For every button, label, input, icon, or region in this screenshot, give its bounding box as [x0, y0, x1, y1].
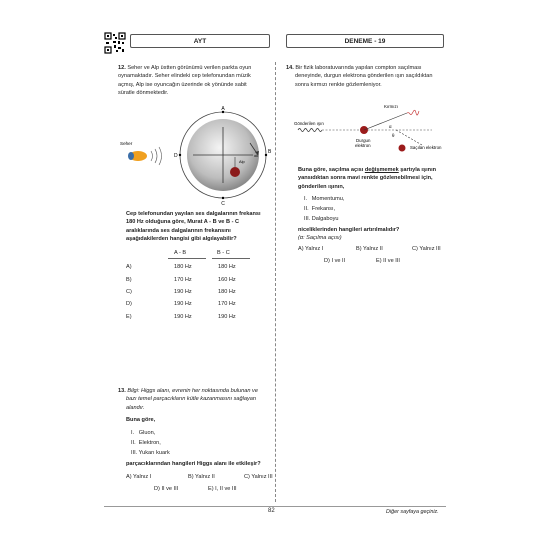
option-bc: 190 Hz: [218, 314, 236, 320]
q13-question: parçacıklarından hangileri Higgs alanı ile etkileşir?: [126, 461, 261, 467]
label-red: Kırmızı: [384, 104, 398, 109]
label-alp: Alp: [239, 159, 245, 164]
label-arrow: ok: [254, 153, 259, 158]
q12-intro-line: açmış, Alp ise oyuncağın üzerinde ok yönünde sabit: [118, 81, 247, 88]
option-ab: 170 Hz: [174, 277, 192, 283]
label-seher: Seher: [120, 141, 133, 146]
q14-intro-line: deneyinde, durgun elektrona gönderilen ışın saçıldıktan: [295, 73, 433, 80]
q12-figure: [118, 105, 272, 205]
q14-question-end: şartıyla ışının: [398, 167, 437, 173]
q13-item: II. Elektron,: [131, 440, 161, 446]
q12-option[interactable]: [126, 301, 236, 307]
q14-option-b[interactable]: B) Yalnız II: [356, 246, 383, 252]
option-bc: 180 Hz: [218, 289, 236, 295]
option-letter: C): [126, 289, 132, 295]
q12-intro-line: süratle dönmektedir.: [118, 90, 169, 97]
label-scatter-electron: Saçılan elektron: [410, 145, 442, 150]
q14-note: (α: Saçılma açısı): [298, 235, 342, 241]
label-sent-ray: Gönderilen ışın: [294, 121, 324, 126]
q14-option-c[interactable]: C) Yalnız III: [412, 246, 441, 252]
q14-intro: [286, 64, 446, 89]
column-divider: [275, 62, 276, 502]
q14-item: I. Momentumu,: [304, 196, 345, 202]
q12-question-line: aşağıdakilerden hangisi gibi algılayabilir?: [126, 236, 237, 243]
option-letter: B): [126, 277, 132, 283]
q14-question-underlined: değişmemek: [364, 167, 399, 173]
q14-figure: [292, 97, 452, 159]
q14-question-start: Buna göre, saçılma açısı: [298, 167, 365, 173]
q12-number: 12.: [118, 65, 126, 71]
page-number: 82: [268, 508, 275, 514]
scattered-wave: [407, 110, 419, 115]
q13-option-e[interactable]: E) I, II ve III: [208, 486, 237, 492]
q13-intro-line: alandır.: [126, 404, 145, 411]
q13-buna-gore: Buna göre,: [126, 417, 156, 423]
q12-option[interactable]: [126, 264, 236, 270]
q12-col-ab: A - B: [174, 250, 187, 256]
next-page-note: Diğer sayfaya geçiniz.: [386, 509, 439, 515]
q12-question-line: Cep telefonundan yayılan ses dalgalarının frekansı: [126, 211, 261, 217]
label-c: C: [221, 201, 225, 205]
q14-intro-line: sonra kırmızı renkte gözlemleniyor.: [295, 81, 382, 88]
q12-option[interactable]: [126, 277, 236, 283]
q13-intro-line: Bilgi: Higgs alanı, evrenin her noktasında bulunan ve: [127, 388, 258, 394]
alp-figure: [230, 167, 240, 177]
q14-item: III. Dalgaboyu: [304, 216, 339, 222]
q14-option-e[interactable]: E) II ve III: [376, 258, 400, 264]
option-letter: E): [126, 314, 132, 320]
option-bc: 160 Hz: [218, 277, 236, 283]
label-alpha: α: [389, 124, 392, 129]
incident-wave: [298, 129, 322, 132]
q13-item: III. Yukarı kuark: [131, 450, 170, 456]
q12-col-bc: B - C: [217, 250, 230, 256]
q12-question: [126, 210, 276, 244]
q13-option-d[interactable]: D) II ve III: [154, 486, 179, 492]
q13-intro: [118, 387, 273, 412]
q13-option-b[interactable]: B) Yalnız II: [188, 474, 215, 480]
scattered-electron: [399, 145, 406, 152]
q14-question-line: gönderilen ışının,: [298, 183, 345, 190]
label-still-electron-2: elektron: [355, 143, 371, 148]
q12-question-line: 180 Hz olduğuna göre, Murat A - B ve B - C: [126, 219, 240, 226]
header-right-title: DENEME - 19: [344, 37, 386, 45]
label-a: A: [221, 106, 225, 112]
q12-intro: [118, 64, 270, 98]
q12-col-bc-rule: [212, 258, 250, 259]
option-bc: 180 Hz: [218, 264, 236, 270]
q14-option-d[interactable]: D) I ve II: [324, 258, 346, 264]
header-left-box: [130, 34, 270, 48]
q12-intro-line: oynamaktadır. Seher elindeki cep telefonundan müzik: [118, 73, 251, 80]
option-ab: 190 Hz: [174, 289, 192, 295]
label-still-electron: Durgun: [356, 138, 371, 143]
option-ab: 190 Hz: [174, 301, 192, 307]
q14-question: [298, 166, 448, 191]
q12-col-ab-rule: [168, 258, 206, 259]
option-ab: 190 Hz: [174, 314, 192, 320]
q14-option-a[interactable]: A) Yalnız I: [298, 246, 324, 252]
q14-intro-line: Bir fizik laboratuvarında yapılan compton saçılması: [295, 65, 422, 71]
q12-question-line: aralıklarında ses dalgalarının frekansını: [126, 227, 231, 234]
q13-option-c[interactable]: C) Yalnız III: [244, 474, 273, 480]
q14-question-2: niceliklerinden hangileri artırılmalıdır?: [298, 227, 400, 233]
q13-option-a[interactable]: A) Yalnız I: [126, 474, 152, 480]
footer-rule: [104, 506, 446, 507]
label-d: D: [174, 153, 178, 159]
q12-option[interactable]: [126, 289, 236, 295]
option-letter: A): [126, 264, 132, 270]
q14-question-line: yansıdıktan sonra mavi renkte gözlenebilmesi için,: [298, 175, 433, 182]
option-ab: 180 Hz: [174, 264, 192, 270]
label-theta: θ: [392, 133, 395, 138]
q12-option[interactable]: [126, 314, 236, 320]
q14-number: 14.: [286, 65, 294, 71]
option-bc: 170 Hz: [218, 301, 236, 307]
header-left-title: AYT: [193, 37, 207, 45]
q14-item: II. Frekansı,: [304, 206, 336, 212]
qr-code-icon: [104, 32, 126, 54]
q12-intro-line: Seher ve Alp ϋstten görünümü verilen parkta oyun: [127, 65, 252, 71]
q13-item: I. Gluon,: [131, 430, 156, 436]
header-right-box: [286, 34, 444, 48]
option-letter: D): [126, 301, 132, 307]
label-b: B: [268, 149, 272, 155]
q13-number: 13.: [118, 388, 126, 394]
q13-intro-line: bazı temel parçacıkların kütle kazanmasını sağlayan: [126, 396, 256, 403]
